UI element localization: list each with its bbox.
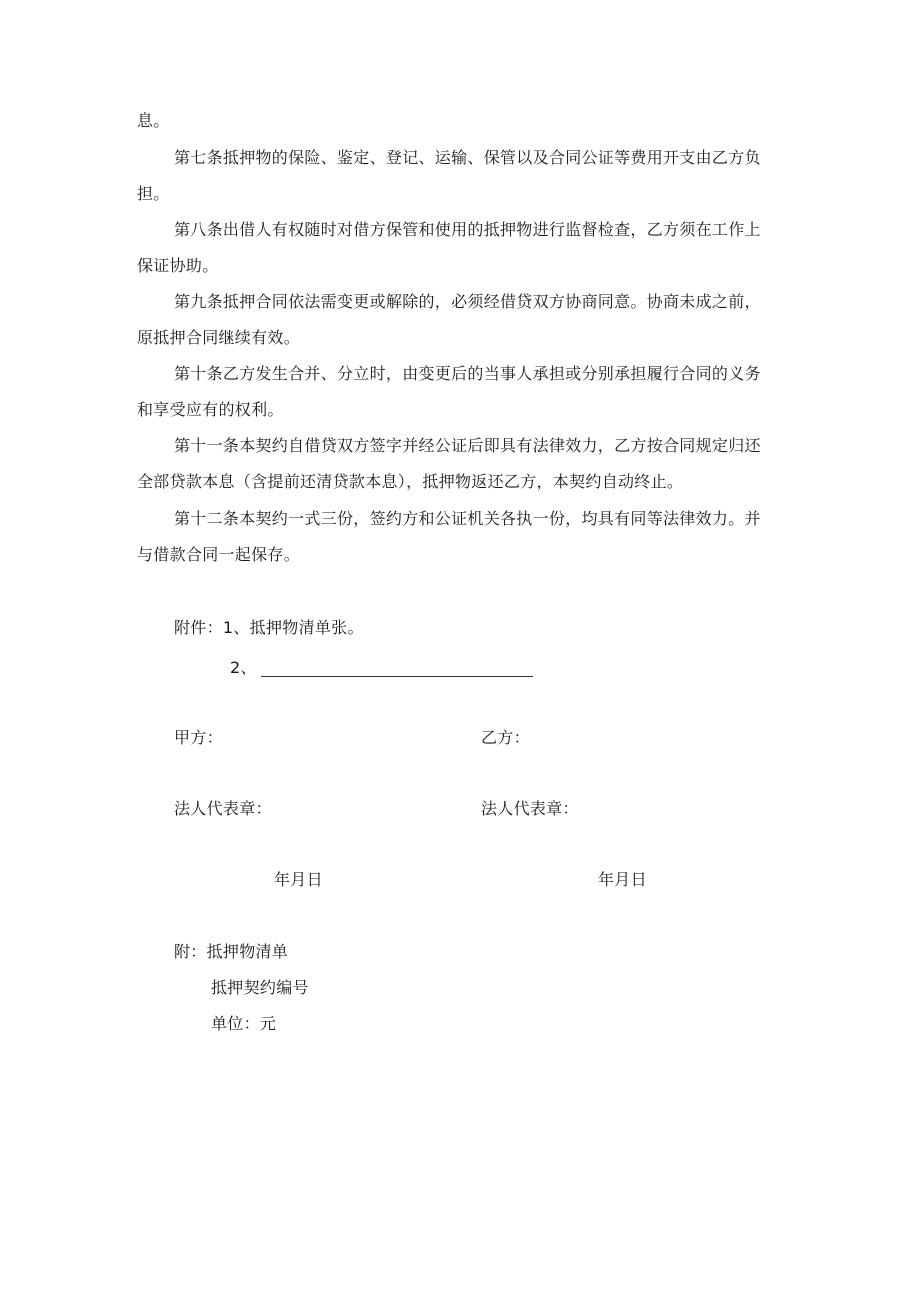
clause-8-line-1: 第八条出借人有权随时对借方保管和使用的抵押物进行监督检查，乙方须在工作上 — [174, 220, 761, 239]
clause-7-line-1: 第七条抵押物的保险、鉴定、登记、运输、保管以及合同公证等费用开支由乙方负 — [174, 148, 761, 167]
party-a-label: 甲方： — [174, 728, 223, 747]
party-b-label: 乙方： — [481, 728, 530, 747]
clause-continuation: 息。 — [137, 111, 170, 130]
attachment-line-2-number: 2、 — [230, 658, 257, 677]
clause-9-line-2: 原抵押合同继续有效。 — [137, 328, 301, 347]
clause-11-line-2: 全部贷款本息（含提前还清贷款本息），抵押物返还乙方，本契约自动终止。 — [137, 472, 684, 491]
clause-12-line-2: 与借款合同一起保存。 — [137, 545, 301, 564]
party-b-legal-rep-seal: 法人代表章： — [481, 799, 579, 818]
clause-7-line-2: 担。 — [137, 184, 170, 203]
party-a-legal-rep-seal: 法人代表章： — [174, 799, 272, 818]
party-a-date: 年月日 — [274, 870, 323, 889]
clause-11-line-1: 第十一条本契约自借贷双方签字并经公证后即具有法律效力，乙方按合同规定归还 — [174, 436, 761, 455]
attachment-blank-line — [261, 676, 533, 677]
appendix-unit: 单位：元 — [211, 1014, 277, 1033]
party-b-date: 年月日 — [598, 870, 647, 889]
clause-8-line-2: 保证协助。 — [137, 256, 219, 275]
appendix-title: 附：抵押物清单 — [174, 942, 289, 961]
clause-10-line-2: 和享受应有的权利。 — [137, 400, 284, 419]
clause-10-line-1: 第十条乙方发生合并、分立时，由变更后的当事人承担或分别承担履行合同的义务 — [174, 364, 761, 383]
appendix-contract-number: 抵押契约编号 — [211, 978, 309, 997]
clause-9-line-1: 第九条抵押合同依法需变更或解除的，必须经借贷双方协商同意。协商未成之前， — [174, 292, 761, 311]
attachment-line-1: 附件：1、抵押物清单张。 — [174, 618, 364, 637]
clause-12-line-1: 第十二条本契约一式三份，签约方和公证机关各执一份，均具有同等法律效力。并 — [174, 509, 761, 528]
